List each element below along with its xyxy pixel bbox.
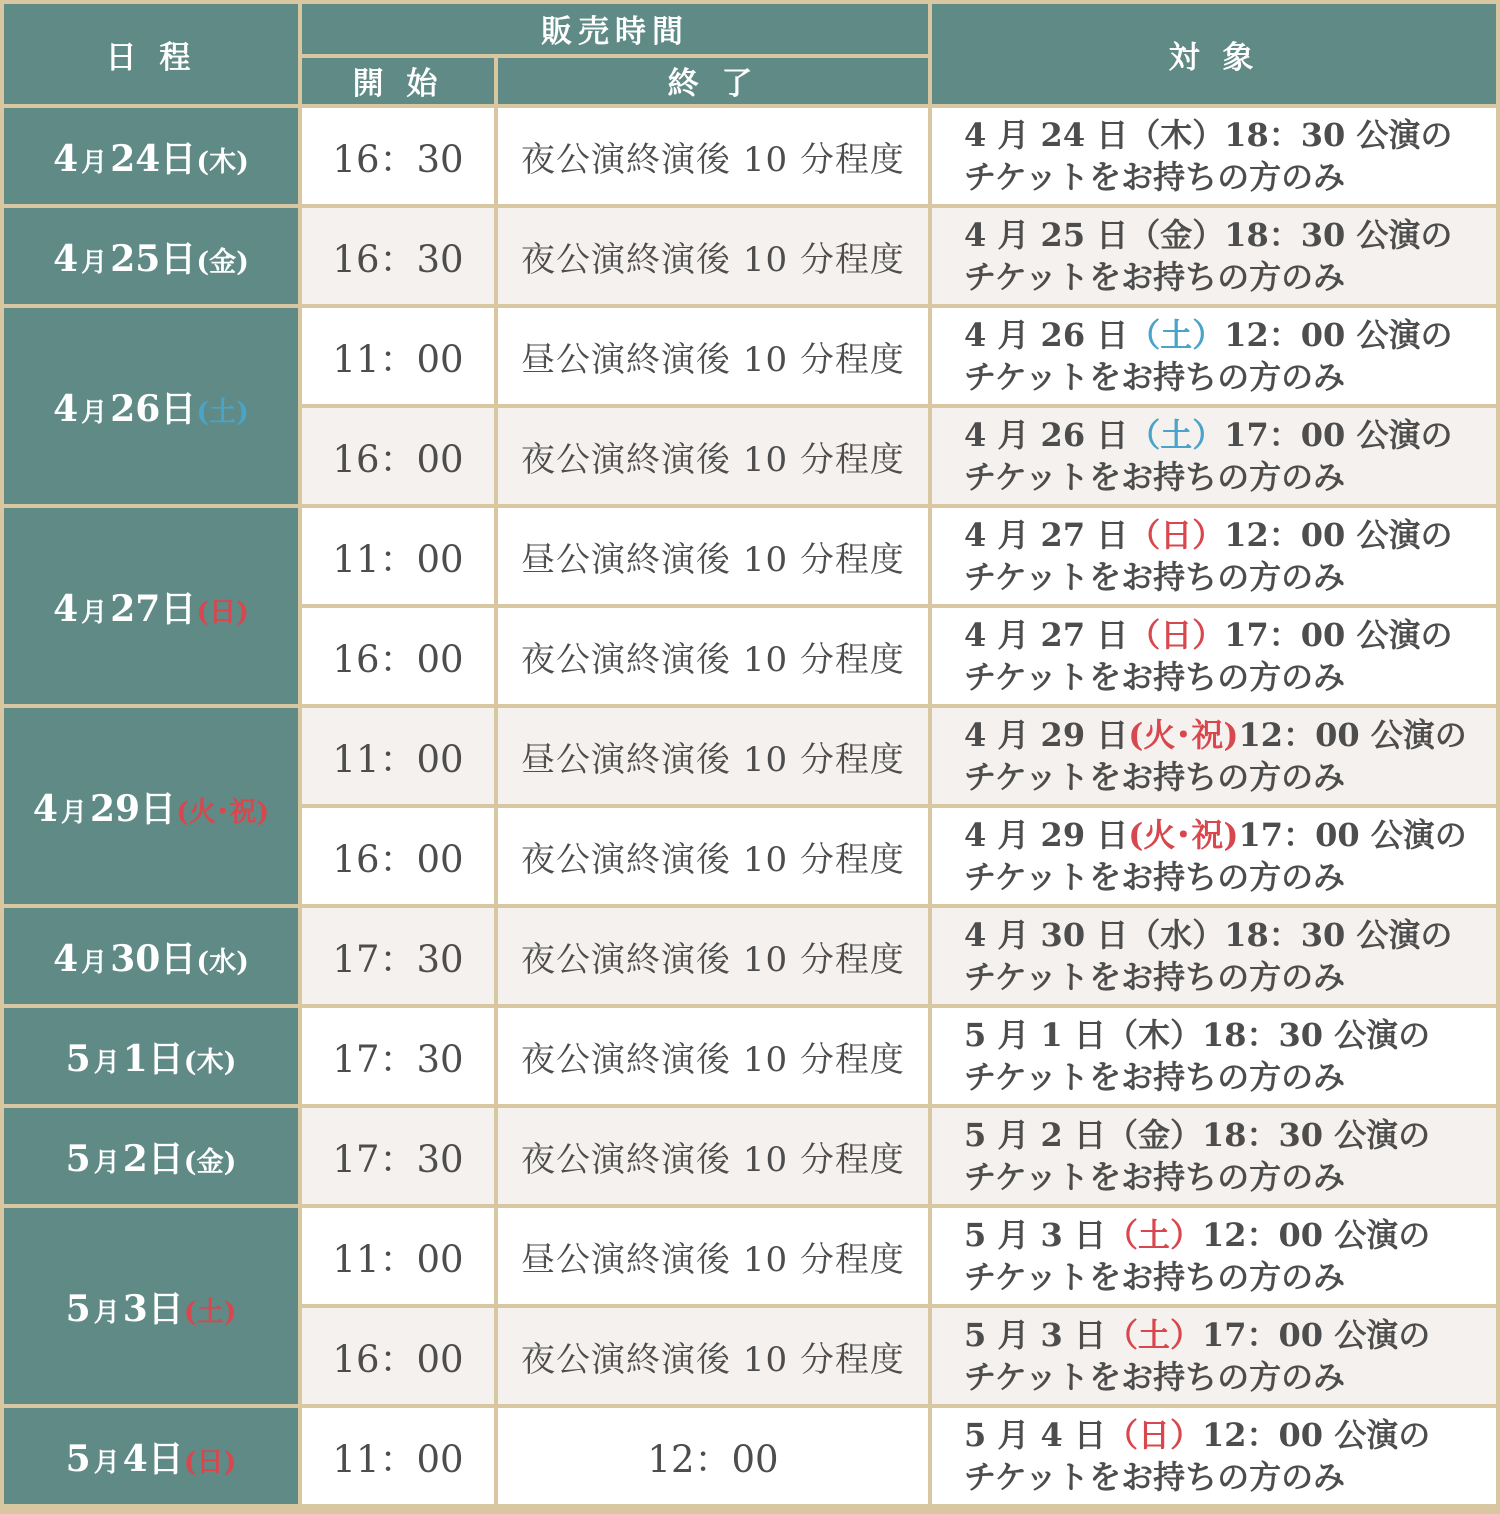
target-date: 4 月 26 日 bbox=[964, 316, 1129, 354]
target-line-1 bbox=[964, 1414, 1496, 1456]
start-time: 16：00 bbox=[302, 408, 494, 504]
date-month: 5 bbox=[65, 1137, 91, 1180]
month-unit: 月 bbox=[81, 397, 108, 428]
header-end: 終 了 bbox=[498, 58, 928, 104]
target-cell bbox=[932, 608, 1496, 704]
target-line-2: チケットをお持ちの方のみ bbox=[964, 158, 1346, 196]
target-cell bbox=[932, 308, 1496, 404]
target-date: 5 月 4 日 bbox=[964, 1416, 1106, 1454]
target-time: 17：00 公演の bbox=[1238, 816, 1467, 854]
table-row bbox=[4, 1108, 1496, 1204]
target-cell bbox=[932, 1008, 1496, 1104]
date-day: 26 bbox=[110, 387, 161, 430]
target-dow: (火･祝) bbox=[1128, 716, 1239, 754]
target-cell bbox=[932, 508, 1496, 604]
end-time: 夜公演終演後 10 分程度 bbox=[498, 1308, 928, 1404]
target-date: 4 月 24 日（木）18：30 公演の bbox=[964, 116, 1453, 154]
target-cell bbox=[932, 108, 1496, 204]
month-unit: 月 bbox=[93, 1447, 120, 1478]
target-line-2: チケットをお持ちの方のみ bbox=[964, 958, 1346, 996]
date-dow: (土) bbox=[196, 396, 249, 428]
target-time: 17：00 公演の bbox=[1224, 416, 1453, 454]
target-line-1 bbox=[964, 714, 1496, 756]
date-month: 5 bbox=[65, 1437, 91, 1480]
month-unit: 月 bbox=[81, 947, 108, 978]
target-date: 5 月 3 日 bbox=[964, 1216, 1106, 1254]
day-unit: 日 bbox=[147, 1137, 184, 1180]
target-cell bbox=[932, 1208, 1496, 1304]
date-month: 4 bbox=[53, 137, 79, 180]
table-row bbox=[4, 108, 1496, 204]
target-cell bbox=[932, 908, 1496, 1004]
target-cell bbox=[932, 1308, 1496, 1404]
day-unit: 日 bbox=[160, 237, 197, 280]
end-time: 夜公演終演後 10 分程度 bbox=[498, 1108, 928, 1204]
day-unit: 日 bbox=[147, 1437, 184, 1480]
start-time: 17：30 bbox=[302, 1008, 494, 1104]
header-sales-time: 販売時間 bbox=[302, 4, 928, 54]
end-time: 夜公演終演後 10 分程度 bbox=[498, 108, 928, 204]
date-day: 27 bbox=[110, 587, 161, 630]
month-unit: 月 bbox=[81, 597, 108, 628]
date-dow: (金) bbox=[196, 246, 249, 278]
date-day: 4 bbox=[122, 1437, 148, 1480]
target-dow: （土） bbox=[1128, 416, 1225, 454]
target-line-2: チケットをお持ちの方のみ bbox=[964, 458, 1346, 496]
month-unit: 月 bbox=[93, 1047, 120, 1078]
target-line-2: チケットをお持ちの方のみ bbox=[964, 758, 1346, 796]
target-cell bbox=[932, 1108, 1496, 1204]
date-dow: (日) bbox=[196, 596, 249, 628]
date-month: 4 bbox=[53, 937, 79, 980]
header-start: 開 始 bbox=[302, 58, 494, 104]
target-time: 12：00 公演の bbox=[1224, 516, 1453, 554]
date-month: 4 bbox=[32, 787, 58, 830]
start-time: 11：00 bbox=[302, 1208, 494, 1304]
end-time: 昼公演終演後 10 分程度 bbox=[498, 1208, 928, 1304]
date-dow: (日) bbox=[183, 1446, 237, 1478]
end-time: 昼公演終演後 10 分程度 bbox=[498, 508, 928, 604]
target-line-1 bbox=[964, 214, 1496, 256]
target-line-1 bbox=[964, 314, 1496, 356]
end-time: 昼公演終演後 10 分程度 bbox=[498, 708, 928, 804]
end-time: 夜公演終演後 10 分程度 bbox=[498, 608, 928, 704]
date-cell bbox=[4, 1408, 298, 1504]
end-time: 夜公演終演後 10 分程度 bbox=[498, 408, 928, 504]
end-time: 夜公演終演後 10 分程度 bbox=[498, 808, 928, 904]
table-header bbox=[4, 4, 1496, 104]
date-month: 5 bbox=[65, 1037, 91, 1080]
target-line-1 bbox=[964, 1014, 1496, 1056]
day-unit: 日 bbox=[147, 1287, 184, 1330]
target-time: 12：00 公演の bbox=[1201, 1216, 1431, 1254]
start-time: 16：30 bbox=[302, 208, 494, 304]
header-schedule: 日 程 bbox=[4, 4, 298, 104]
table-row bbox=[4, 1208, 1496, 1304]
date-dow: (土) bbox=[183, 1296, 237, 1328]
table-row bbox=[4, 308, 1496, 404]
target-date: 4 月 27 日 bbox=[964, 616, 1129, 654]
target-line-1 bbox=[964, 1314, 1496, 1356]
target-date: 4 月 27 日 bbox=[964, 516, 1129, 554]
table-row bbox=[4, 908, 1496, 1004]
table-row bbox=[4, 508, 1496, 604]
end-time: 夜公演終演後 10 分程度 bbox=[498, 1008, 928, 1104]
target-line-2: チケットをお持ちの方のみ bbox=[964, 558, 1346, 596]
target-cell bbox=[932, 1408, 1496, 1504]
date-cell bbox=[4, 508, 298, 704]
date-day: 30 bbox=[110, 937, 161, 980]
date-month: 4 bbox=[53, 387, 79, 430]
date-cell bbox=[4, 108, 298, 204]
target-date: 4 月 26 日 bbox=[964, 416, 1129, 454]
date-cell bbox=[4, 1008, 298, 1104]
target-dow: （日） bbox=[1128, 616, 1225, 654]
target-date: 4 月 30 日（水）18：30 公演の bbox=[964, 916, 1453, 954]
start-time: 16：00 bbox=[302, 608, 494, 704]
target-line-1 bbox=[964, 114, 1496, 156]
end-time: 夜公演終演後 10 分程度 bbox=[498, 208, 928, 304]
start-time: 11：00 bbox=[302, 508, 494, 604]
end-time: 夜公演終演後 10 分程度 bbox=[498, 908, 928, 1004]
date-cell bbox=[4, 908, 298, 1004]
target-line-1 bbox=[964, 414, 1496, 456]
target-dow: (火･祝) bbox=[1128, 816, 1239, 854]
month-unit: 月 bbox=[93, 1147, 120, 1178]
target-date: 4 月 29 日 bbox=[964, 816, 1129, 854]
date-day: 25 bbox=[110, 237, 161, 280]
target-line-2: チケットをお持ちの方のみ bbox=[964, 658, 1346, 696]
target-dow: （土） bbox=[1128, 316, 1225, 354]
date-month: 5 bbox=[65, 1287, 91, 1330]
day-unit: 日 bbox=[140, 787, 177, 830]
target-cell bbox=[932, 208, 1496, 304]
end-time: 昼公演終演後 10 分程度 bbox=[498, 308, 928, 404]
target-line-1 bbox=[964, 514, 1496, 556]
date-month: 4 bbox=[53, 237, 79, 280]
target-date: 4 月 25 日（金）18：30 公演の bbox=[964, 216, 1453, 254]
date-cell bbox=[4, 208, 298, 304]
target-date: 4 月 29 日 bbox=[964, 716, 1129, 754]
target-time: 12：00 公演の bbox=[1224, 316, 1453, 354]
target-line-2: チケットをお持ちの方のみ bbox=[964, 1158, 1346, 1196]
target-line-1 bbox=[964, 614, 1496, 656]
target-dow: （日） bbox=[1105, 1416, 1202, 1454]
start-time: 11：00 bbox=[302, 308, 494, 404]
start-time: 11：00 bbox=[302, 1408, 494, 1504]
table-row bbox=[4, 1008, 1496, 1104]
start-time: 16：00 bbox=[302, 1308, 494, 1404]
target-line-1 bbox=[964, 1214, 1496, 1256]
start-time: 11：00 bbox=[302, 708, 494, 804]
target-cell bbox=[932, 708, 1496, 804]
day-unit: 日 bbox=[160, 937, 197, 980]
table-body bbox=[4, 108, 1496, 1504]
target-line-1 bbox=[964, 1114, 1496, 1156]
target-line-2: チケットをお持ちの方のみ bbox=[964, 1458, 1346, 1496]
date-day: 29 bbox=[89, 787, 141, 830]
start-time: 16：00 bbox=[302, 808, 494, 904]
target-line-2: チケットをお持ちの方のみ bbox=[964, 858, 1346, 896]
header-target: 対 象 bbox=[932, 4, 1496, 104]
target-cell bbox=[932, 408, 1496, 504]
table-row bbox=[4, 208, 1496, 304]
date-cell bbox=[4, 1208, 298, 1404]
target-time: 17：00 公演の bbox=[1201, 1316, 1431, 1354]
target-line-2: チケットをお持ちの方のみ bbox=[964, 258, 1346, 296]
target-date: 5 月 3 日 bbox=[964, 1316, 1106, 1354]
target-time: 17：00 公演の bbox=[1224, 616, 1453, 654]
date-dow: (木) bbox=[196, 146, 249, 178]
target-line-2: チケットをお持ちの方のみ bbox=[964, 358, 1346, 396]
day-unit: 日 bbox=[160, 387, 197, 430]
target-line-1 bbox=[964, 814, 1496, 856]
date-dow: (金) bbox=[183, 1146, 237, 1178]
date-cell bbox=[4, 708, 298, 904]
table-row bbox=[4, 708, 1496, 804]
month-unit: 月 bbox=[93, 1297, 120, 1328]
start-time: 17：30 bbox=[302, 908, 494, 1004]
date-day: 24 bbox=[110, 137, 161, 180]
date-month: 4 bbox=[53, 587, 79, 630]
target-dow: （土） bbox=[1105, 1316, 1202, 1354]
day-unit: 日 bbox=[147, 1037, 184, 1080]
table-row bbox=[4, 1408, 1496, 1504]
month-unit: 月 bbox=[81, 147, 108, 178]
month-unit: 月 bbox=[60, 797, 87, 828]
date-day: 2 bbox=[122, 1137, 148, 1180]
target-time: 12：00 公演の bbox=[1238, 716, 1467, 754]
date-dow: (火･祝) bbox=[176, 796, 270, 828]
target-date: 5 月 2 日（金）18：30 公演の bbox=[964, 1116, 1431, 1154]
start-time: 16：30 bbox=[302, 108, 494, 204]
target-line-1 bbox=[964, 914, 1496, 956]
day-unit: 日 bbox=[160, 137, 197, 180]
target-dow: （土） bbox=[1105, 1216, 1202, 1254]
date-dow: (水) bbox=[196, 946, 249, 978]
target-date: 5 月 1 日（木）18：30 公演の bbox=[964, 1016, 1431, 1054]
target-cell bbox=[932, 808, 1496, 904]
end-time: 12：00 bbox=[498, 1408, 928, 1504]
date-dow: (木) bbox=[183, 1046, 237, 1078]
day-unit: 日 bbox=[160, 587, 197, 630]
start-time: 17：30 bbox=[302, 1108, 494, 1204]
target-dow: （日） bbox=[1128, 516, 1225, 554]
target-time: 12：00 公演の bbox=[1201, 1416, 1431, 1454]
target-line-2: チケットをお持ちの方のみ bbox=[964, 1058, 1346, 1096]
target-line-2: チケットをお持ちの方のみ bbox=[964, 1258, 1346, 1296]
target-line-2: チケットをお持ちの方のみ bbox=[964, 1358, 1346, 1396]
date-day: 1 bbox=[122, 1037, 148, 1080]
date-cell bbox=[4, 308, 298, 504]
month-unit: 月 bbox=[81, 247, 108, 278]
date-cell bbox=[4, 1108, 298, 1204]
date-day: 3 bbox=[122, 1287, 148, 1330]
